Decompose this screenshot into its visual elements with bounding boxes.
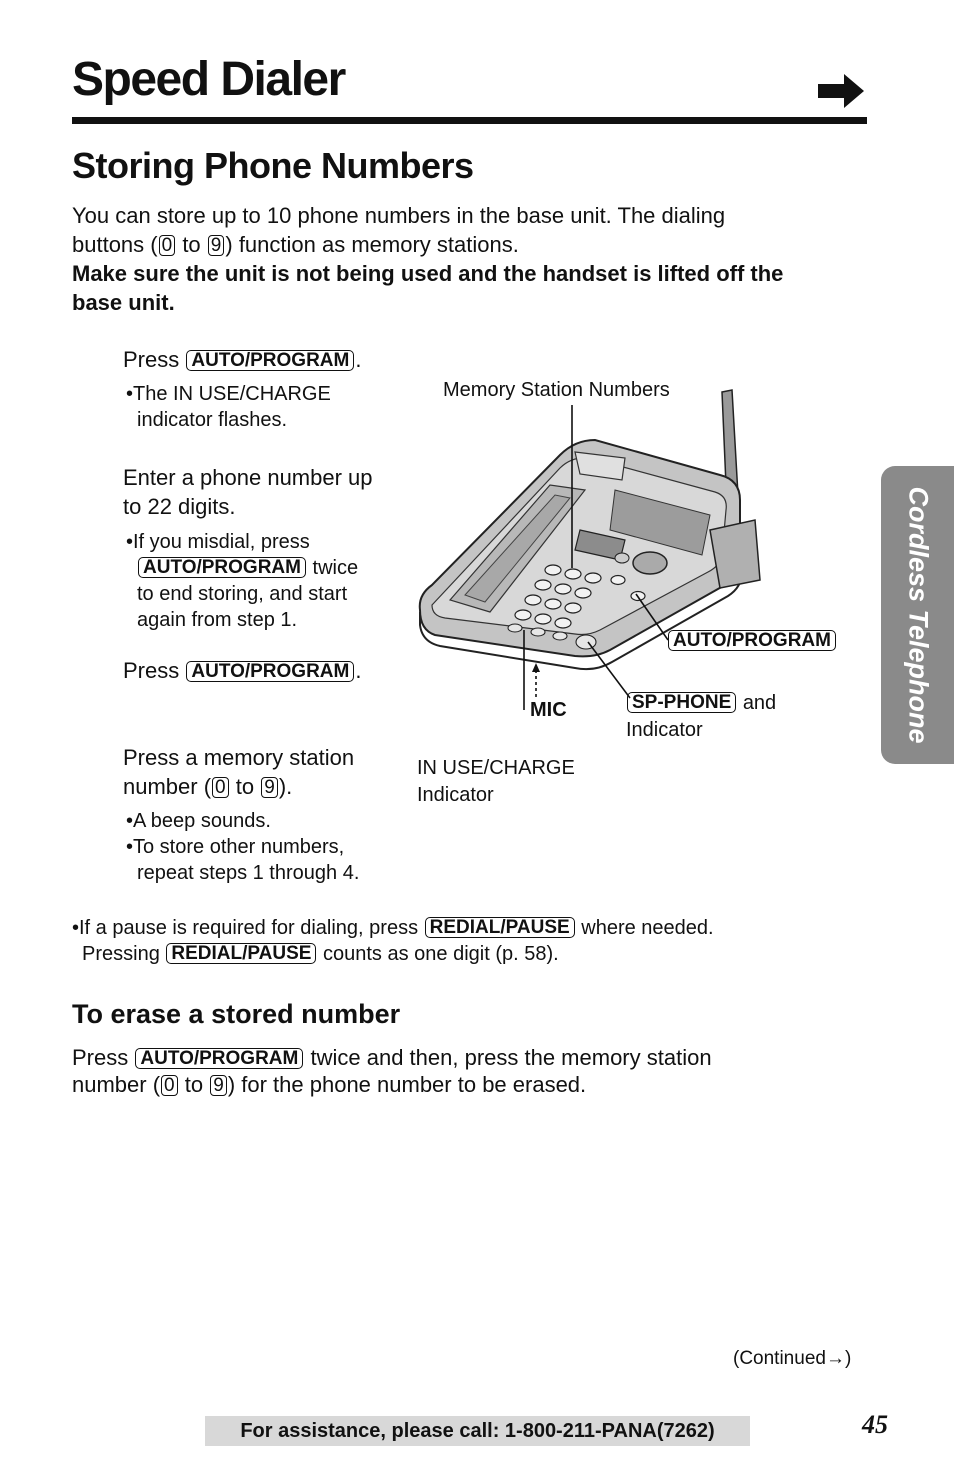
pause-note-post: where needed. <box>581 917 714 939</box>
step-4-number: number ( <box>123 774 212 799</box>
step-3-period: . <box>355 658 362 683</box>
pause-note-line-2 <box>72 941 714 967</box>
pause-note <box>72 915 714 967</box>
step-4-note-line-1: •A beep sounds. <box>126 810 271 832</box>
warning-line-2: base unit. <box>72 290 175 315</box>
in-use-charge-line-2: Indicator <box>417 784 494 806</box>
memory-station-numbers-label: Memory Station Numbers <box>443 379 670 401</box>
step-4-close: ). <box>278 774 293 799</box>
step-2-line-1: Enter a phone number up <box>123 465 373 490</box>
step-1-note <box>126 381 331 433</box>
erase-number: number ( <box>72 1072 161 1097</box>
erase-press: Press <box>72 1045 129 1070</box>
key-0: 0 <box>159 235 176 256</box>
title-rule <box>72 117 867 124</box>
erase-heading: To erase a stored number <box>72 999 401 1029</box>
key-9: 9 <box>261 777 278 798</box>
assistance-banner: For assistance, please call: 1-800-211-PANA(7262) <box>205 1416 750 1446</box>
key-0: 0 <box>161 1075 178 1096</box>
in-use-charge-line-1: IN USE/CHARGE <box>417 757 575 779</box>
key-0: 0 <box>212 777 229 798</box>
erase-to: to <box>184 1072 204 1097</box>
phone-base-illustration <box>410 380 870 710</box>
page-title: Speed Dialer <box>72 53 345 106</box>
warning-line-1: Make sure the unit is not being used and the handset is lifted off the <box>72 261 784 286</box>
step-2-note-line-1: •If you misdial, press <box>126 531 310 553</box>
step-4 <box>123 743 354 801</box>
step-4-note-line-3: repeat steps 1 through 4. <box>137 862 360 884</box>
pause-note-pre: •If a pause is required for dialing, press <box>72 917 419 939</box>
auto-program-key: AUTO/PROGRAM <box>186 661 354 682</box>
sp-phone-indicator: Indicator <box>626 719 703 741</box>
intro-paragraph <box>72 201 872 317</box>
step-1 <box>123 345 361 374</box>
continued-label: (Continued→) <box>733 1348 852 1369</box>
sp-phone-callout <box>626 690 776 744</box>
side-tab <box>881 466 954 764</box>
step-4-note <box>126 808 359 886</box>
intro-buttons-text: buttons ( <box>72 232 158 257</box>
step-2-note-line-2 <box>126 555 358 581</box>
auto-program-key: AUTO/PROGRAM <box>668 630 836 651</box>
redial-pause-key: REDIAL/PAUSE <box>166 943 316 964</box>
erase-post: ) for the phone number to be erased. <box>227 1072 587 1097</box>
redial-pause-key: REDIAL/PAUSE <box>425 917 575 938</box>
right-arrow-icon <box>818 72 866 110</box>
step-4-line-2 <box>123 772 354 801</box>
intro-line-1: You can store up to 10 phone numbers in the base unit. The dialing <box>72 203 726 228</box>
step-1-period: . <box>355 347 362 372</box>
step-4-note-line-2: •To store other numbers, <box>126 836 345 858</box>
step-2 <box>123 463 373 521</box>
side-tab-label: Cordless Telephone <box>903 486 933 744</box>
erase-paragraph <box>72 1044 712 1098</box>
step-2-note <box>126 529 358 633</box>
sp-phone-line-1 <box>626 690 776 717</box>
page-number: 45 <box>862 1410 888 1439</box>
step-2-note-line-3: to end storing, and start <box>137 583 348 605</box>
step-3 <box>123 656 361 685</box>
intro-line-2 <box>72 230 872 259</box>
erase-line-1 <box>72 1044 712 1071</box>
step-1-note-line-1: •The IN USE/CHARGE <box>126 383 331 405</box>
auto-program-key: AUTO/PROGRAM <box>135 1048 303 1069</box>
step-1-press: Press <box>123 347 180 372</box>
sp-phone-key: SP-PHONE <box>627 692 736 713</box>
step-1-note-line-2: indicator flashes. <box>137 409 288 431</box>
intro-to: to <box>182 232 201 257</box>
step-4-to: to <box>235 774 255 799</box>
section-heading: Storing Phone Numbers <box>72 145 474 186</box>
step-2-line-2: to 22 digits. <box>123 494 236 519</box>
sp-phone-and: and <box>742 692 777 714</box>
intro-function-text: ) function as memory stations. <box>225 232 519 257</box>
key-9: 9 <box>208 235 225 256</box>
in-use-charge-label <box>417 755 575 809</box>
key-9: 9 <box>210 1075 227 1096</box>
pause-note-counts: counts as one digit (p. 58). <box>323 943 559 965</box>
step-2-twice: twice <box>312 557 359 579</box>
auto-program-callout <box>667 630 837 652</box>
auto-program-key: AUTO/PROGRAM <box>186 350 354 371</box>
erase-twice: twice and then, press the memory station <box>310 1045 712 1070</box>
step-3-press: Press <box>123 658 180 683</box>
pause-note-pressing: Pressing <box>82 943 160 965</box>
step-4-line-1: Press a memory station <box>123 745 355 770</box>
auto-program-key: AUTO/PROGRAM <box>138 557 306 578</box>
step-2-note-line-4: again from step 1. <box>137 609 298 631</box>
pause-note-line-1 <box>72 915 714 941</box>
mic-label: MIC <box>530 699 567 721</box>
erase-line-2 <box>72 1071 712 1098</box>
